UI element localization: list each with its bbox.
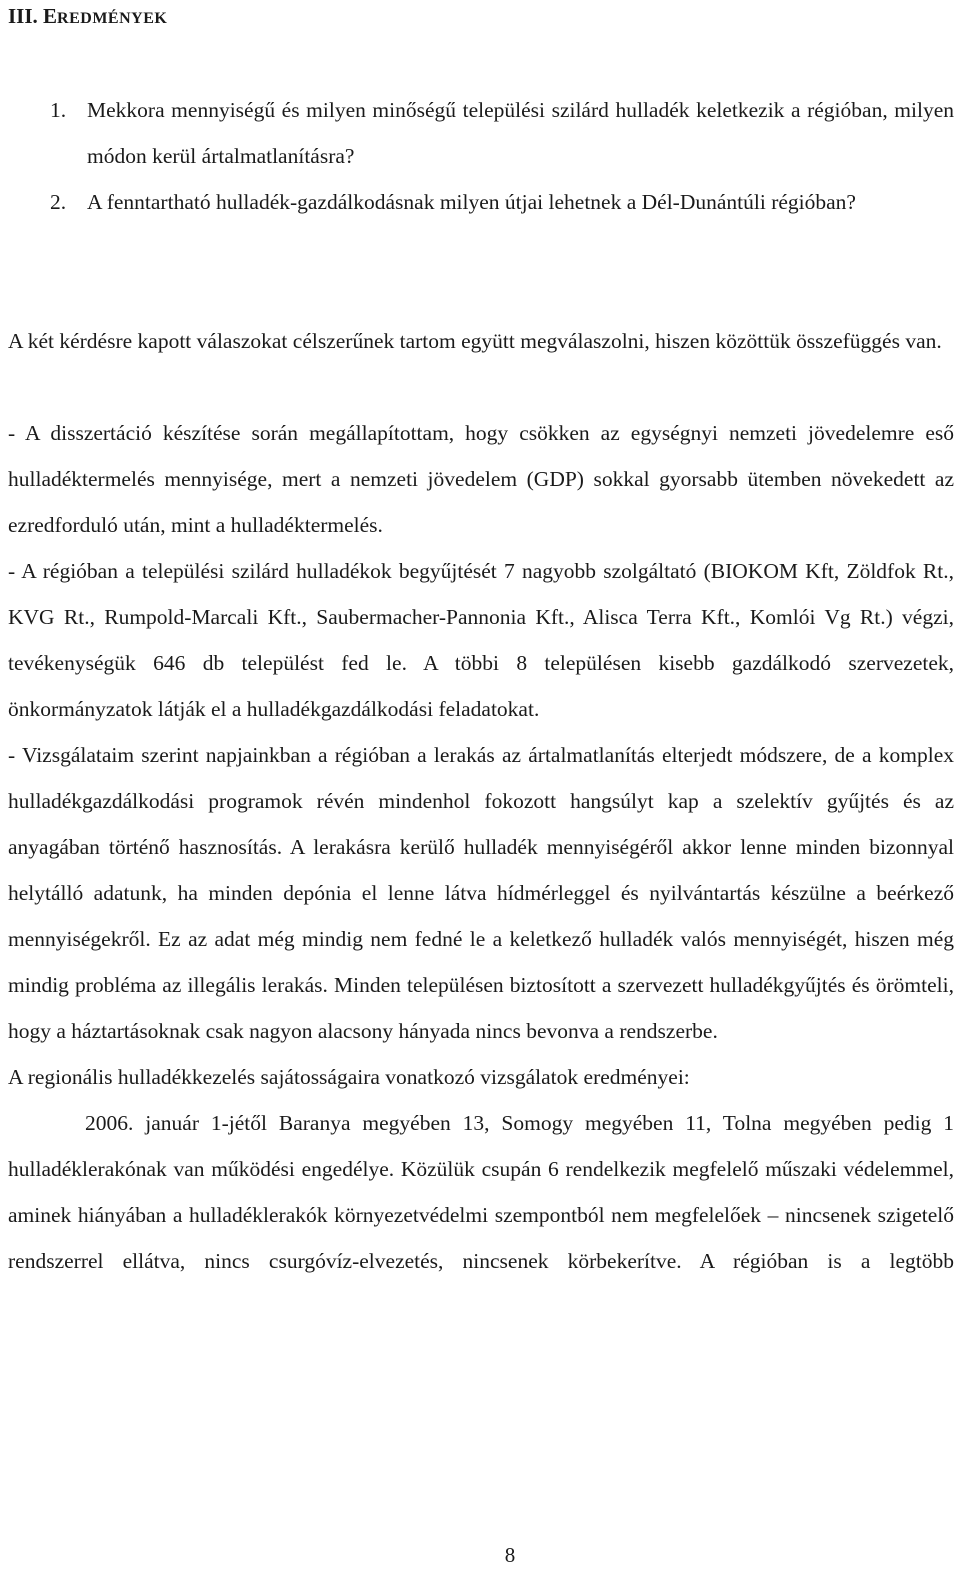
chapter-title-initial: E [43,4,58,28]
chapter-number: III. [8,4,38,28]
research-questions-list [0,87,954,225]
question-text: A fenntartható hulladék-gazdálkodásnak milyen útjai lehetnek a Dél-Dunántúli régióban? [87,190,856,214]
page-number: 8 [504,1543,516,1567]
paragraph-collection: - A régióban a települési szilárd hulladékok begyűjtését 7 nagyobb szolgáltató (BIOKOM Kft, Zöldfok Rt., KVG Rt., Rumpold-Marcali Kft., Saubermacher-Pannonia Kft., Alisca Terra Kft., Komlói Vg Rt.) végzi, tevékenységük 646 db települést fed le. A többi 8 településen kisebb gazdálkodó szervezetek, önkormányzatok látják el a hulladékgazdálkodási feladatokat. [8,559,954,721]
question-text: Mekkora mennyiségű és milyen minőségű települési szilárd hulladék keletkezik a régióban, milyen módon kerül ártalmatlanításra? [87,98,954,168]
list-item [0,179,954,225]
chapter-title-rest: REDMÉNYEK [57,10,168,27]
intro-paragraph: A két kérdésre kapott válaszokat célszerűnek tartom együtt megválaszolni, hiszen közöttük összefüggés van. [8,329,942,353]
paragraph-regional-heading: A regionális hulladékkezelés sajátosságaira vonatkozó vizsgálatok eredményei: [8,1065,690,1089]
list-item [0,87,954,179]
list-marker: 1. [50,98,67,122]
results-block [8,410,954,1284]
intro-block [8,318,954,364]
list-marker: 2. [50,190,67,214]
chapter-heading [8,4,167,31]
paragraph-landfill: - Vizsgálataim szerint napjainkban a régióban a lerakás az ártalmatlanítás elterjedt módszere, de a komplex hulladékgazdálkodási programok révén mindenhol fokozott hangsúlyt kap a szelektív gyűjtés és az anyagában történő hasznosítás. A lerakásra kerülő hulladék mennyiségéről akkor lenne minden bizonnyal helytálló adatunk, ha minden depónia el lenne látva hídmérleggel és nyilvántartás készülne a beérkező mennyiségekről. Ez az adat még mindig nem fedné le a keletkező hulladék valós mennyiségét, hiszen még mindig probléma az illegális lerakás. Minden településen biztosított a szervezett hulladékgyűjtés és örömteli, hogy a háztartásoknak csak nagyon alacsony hányada nincs bevonva a rendszerbe. [8,743,954,1043]
paragraph-gdp: - A disszertáció készítése során megállapítottam, hogy csökken az egységnyi nemzeti jövedelemre eső hulladéktermelés mennyisége, mert a nemzeti jövedelem (GDP) sokkal gyorsabb ütemben növekedett az ezredforduló után, mint a hulladéktermelés. [8,421,954,537]
paragraph-landfill-permits: 2006. január 1-jétől Baranya megyében 13, Somogy megyében 11, Tolna megyében pedig 1 hulladéklerakónak van működési engedélye. Közülük csupán 6 rendelkezik megfelelő műszaki védelemmel, aminek hiányában a hulladéklerakók környezetvédelmi szempontból nem megfelelőek – nincsenek szigetelő rendszerrel ellátva, nincs csurgóvíz-elvezetés, nincsenek körbekerítve. A régióban is a legtöbb [8,1111,954,1273]
